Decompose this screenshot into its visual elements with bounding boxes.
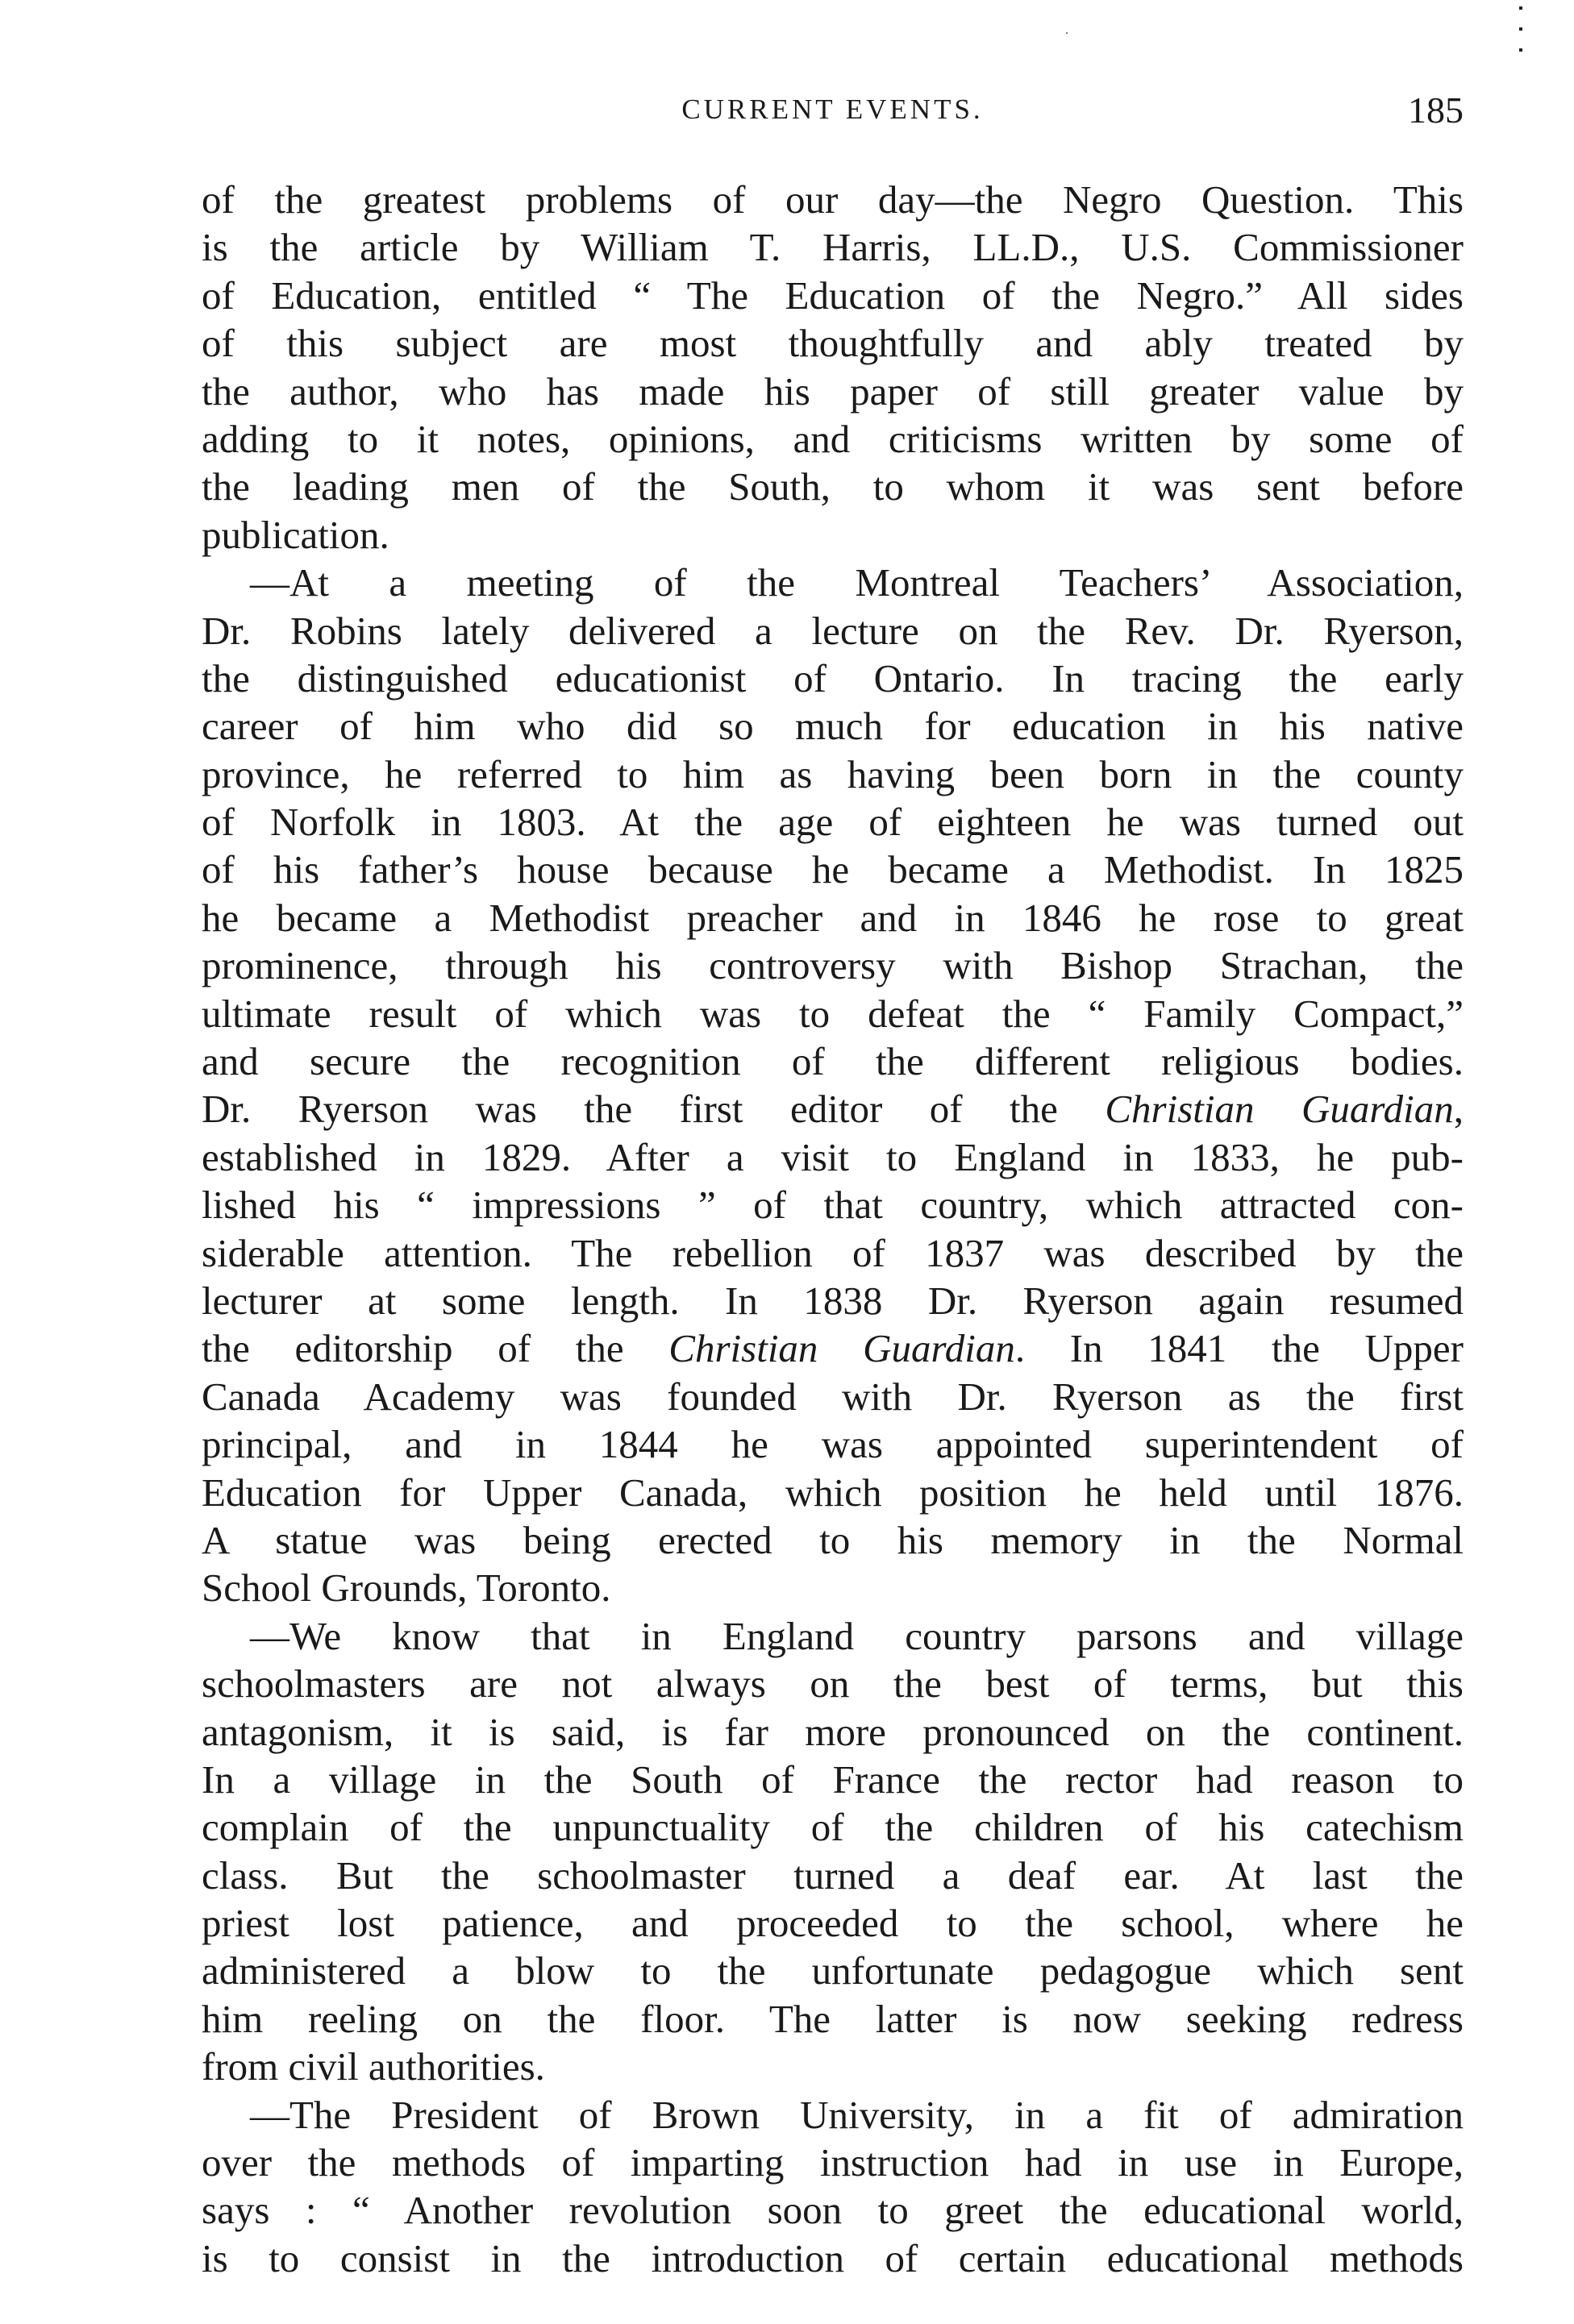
text-line: antagonism, it is said, is far more pronounced on the continent. bbox=[202, 1709, 1464, 1754]
text-line: of the greatest problems of our day—the Negro Question. This bbox=[202, 177, 1464, 222]
text-line: the distinguished educationist of Ontario. In tracing the early bbox=[202, 655, 1464, 701]
text-line: siderable attention. The rebellion of 1837 was described by the bbox=[202, 1230, 1464, 1275]
text-line: from civil authorities. bbox=[202, 2044, 545, 2089]
scan-speck bbox=[1066, 32, 1068, 34]
text-line: Dr. Ryerson was the first editor of the Christian Guardian, bbox=[202, 1087, 1464, 1132]
text-line: priest lost patience, and proceeded to the school, where he bbox=[202, 1901, 1464, 1946]
text-line: publication. bbox=[202, 512, 389, 557]
text-line: principal, and in 1844 he was appointed superintendent of bbox=[202, 1422, 1464, 1467]
text-line: School Grounds, Toronto. bbox=[202, 1565, 611, 1611]
scan-dot bbox=[1519, 6, 1522, 10]
text-line: and secure the recognition of the different religious bodies. bbox=[202, 1039, 1464, 1084]
text-line: Canada Academy was founded with Dr. Ryerson as the first bbox=[202, 1374, 1464, 1419]
text-line: of this subject are most thoughtfully and ably treated by bbox=[202, 321, 1464, 366]
text-line: the leading men of the South, to whom it was sent before bbox=[202, 464, 1464, 509]
periodical-title: Christian Guardian bbox=[668, 1326, 1015, 1371]
page-number: 185 bbox=[1408, 89, 1464, 131]
text-line: lecturer at some length. In 1838 Dr. Ryerson again resumed bbox=[202, 1278, 1464, 1323]
text-line: of Education, entitled “ The Education of the Negro.” All sides bbox=[202, 272, 1464, 318]
text-line: is the article by William T. Harris, LL.D., U.S. Commissioner bbox=[202, 225, 1464, 270]
text-line: —At a meeting of the Montreal Teachers’ Association, bbox=[250, 560, 1464, 605]
text-line: established in 1829. After a visit to England in 1833, he pub- bbox=[202, 1134, 1464, 1179]
text-line: —We know that in England country parsons and village bbox=[250, 1613, 1464, 1658]
text-line: he became a Methodist preacher and in 1846 he rose to great bbox=[202, 895, 1464, 940]
text-line: him reeling on the floor. The latter is now seeking redress bbox=[202, 1996, 1464, 2041]
text-line: of his father’s house because he became a Methodist. In 1825 bbox=[202, 847, 1464, 892]
text-line: class. But the schoolmaster turned a deaf ear. At last the bbox=[202, 1852, 1464, 1898]
text-line: Education for Upper Canada, which position he held until 1876. bbox=[202, 1470, 1464, 1515]
text-line: over the methods of imparting instruction had in use in Europe, bbox=[202, 2140, 1464, 2185]
text-line: lished his “ impressions ” of that country, which attracted con- bbox=[202, 1183, 1464, 1228]
text-line: schoolmasters are not always on the best of terms, but this bbox=[202, 1661, 1464, 1707]
text-line: adding to it notes, opinions, and criticisms written by some of bbox=[202, 416, 1464, 461]
text-line: the author, who has made his paper of still greater value by bbox=[202, 368, 1464, 414]
text-line: Dr. Robins lately delivered a lecture on the Rev. Dr. Ryerson, bbox=[202, 608, 1464, 653]
scan-margin-mark bbox=[1519, 6, 1522, 60]
scan-dot bbox=[1519, 48, 1522, 52]
text-line: ultimate result of which was to defeat the “ Family Compact,” bbox=[202, 991, 1464, 1036]
text-line: prominence, through his controversy with Bishop Strachan, the bbox=[202, 943, 1464, 988]
text-line: A statue was being erected to his memory in the Normal bbox=[202, 1517, 1464, 1562]
text-line: the editorship of the Christian Guardian. In 1841 the Upper bbox=[202, 1326, 1464, 1371]
text-line: administered a blow to the unfortunate pedagogue which sent bbox=[202, 1948, 1464, 1993]
running-title: CURRENT EVENTS. bbox=[681, 94, 984, 125]
text-line: province, he referred to him as having been born in the county bbox=[202, 751, 1464, 796]
text-line: of Norfolk in 1803. At the age of eighteen he was turned out bbox=[202, 800, 1464, 845]
periodical-title: Christian Guardian bbox=[1105, 1087, 1454, 1132]
text-line: career of him who did so much for education in his native bbox=[202, 704, 1464, 749]
text-line: In a village in the South of France the rector had reason to bbox=[202, 1757, 1464, 1802]
body-text bbox=[202, 176, 1464, 2282]
text-line: says : “ Another revolution soon to greet the educational world, bbox=[202, 2188, 1464, 2233]
text-line: is to consist in the introduction of certain educational methods bbox=[202, 2235, 1464, 2280]
text-line: —The President of Brown University, in a fit of admiration bbox=[250, 2092, 1464, 2137]
scan-dot bbox=[1519, 27, 1522, 31]
text-line: complain of the unpunctuality of the children of his catechism bbox=[202, 1805, 1464, 1850]
running-header bbox=[202, 89, 1464, 137]
